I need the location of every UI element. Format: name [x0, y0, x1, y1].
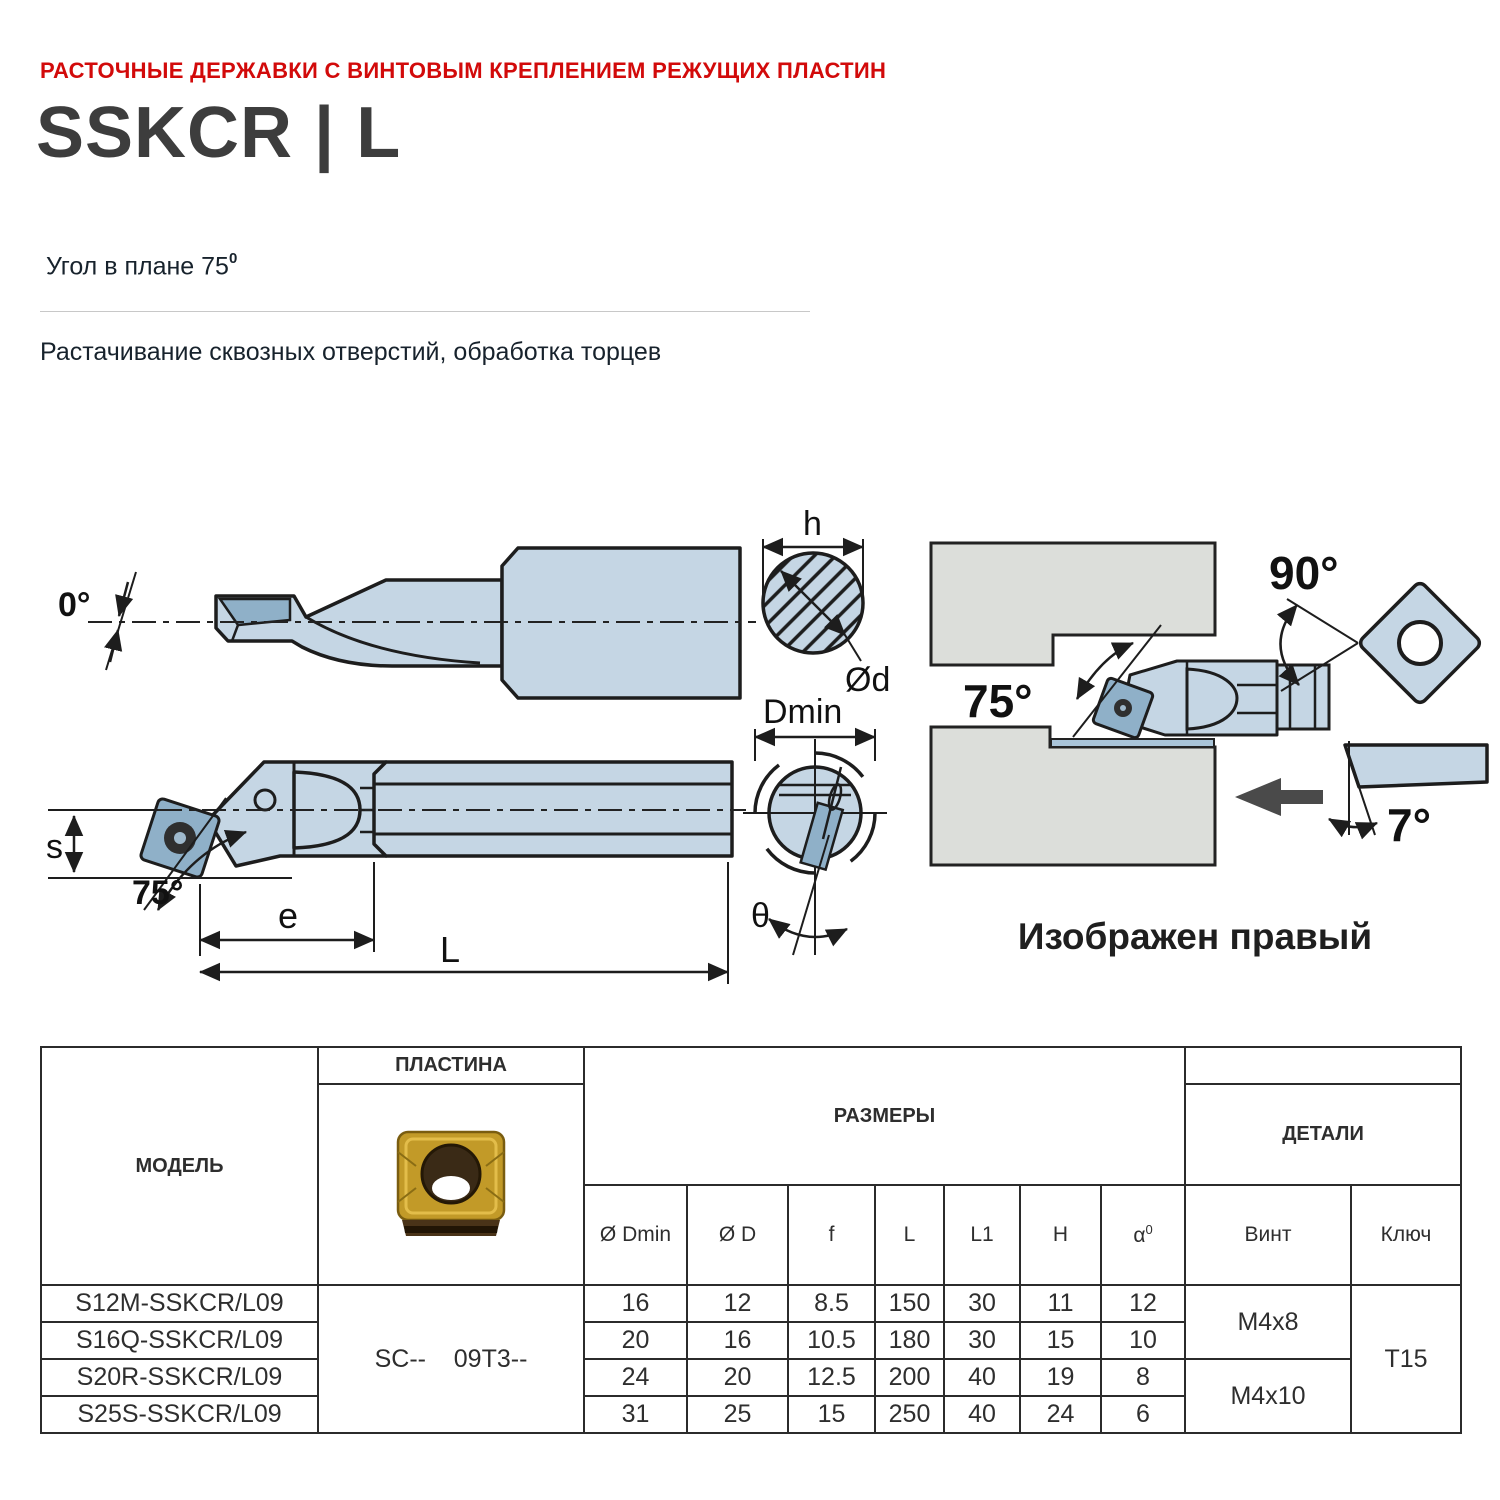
workpiece-upper [931, 543, 1215, 665]
plate-photo-cell [318, 1084, 584, 1285]
plan-angle-right-label: 75° [963, 675, 1033, 727]
divider [40, 311, 810, 312]
back-angle-label: 0° [58, 586, 91, 624]
cell-dmin: 24 [584, 1359, 687, 1396]
corner-angle-label: 90° [1269, 547, 1339, 599]
cell-h: 19 [1020, 1359, 1101, 1396]
cell-l1: 30 [944, 1285, 1020, 1322]
s-dimension-label: s [46, 828, 63, 866]
column-header-alpha: $\alpha^0$ [1101, 1185, 1185, 1285]
plan-angle-superscript: 0 [228, 250, 238, 267]
application-description: Растачивание сквозных отверстий, обработка торцев [40, 338, 662, 366]
model-name: S20R-SSKCR/L09 [41, 1359, 318, 1396]
cell-l1: 40 [944, 1396, 1020, 1433]
cell-dmin: 16 [584, 1285, 687, 1322]
column-header-screw: Винт [1185, 1185, 1351, 1285]
column-header-l: L [875, 1185, 944, 1285]
column-header-model: МОДЕЛЬ [41, 1047, 318, 1285]
column-header-l1: L1 [944, 1185, 1020, 1285]
model-name: S16Q-SSKCR/L09 [41, 1322, 318, 1359]
model-name: S12M-SSKCR/L09 [41, 1285, 318, 1322]
plan-angle-label: 75° [132, 874, 184, 912]
application-drawing [925, 535, 1495, 915]
insert-edge-view [1345, 745, 1487, 787]
screw-size: M4x10 [1185, 1359, 1351, 1433]
cell-l1: 40 [944, 1359, 1020, 1396]
cell-l: 150 [875, 1285, 944, 1322]
model-name: S25S-SSKCR/L09 [41, 1396, 318, 1433]
column-header-h: H [1020, 1185, 1101, 1285]
cell-f: 15 [788, 1396, 875, 1433]
plan-angle-text: Угол в плане 75 [46, 252, 229, 281]
key-size: T15 [1351, 1285, 1461, 1433]
cell-f: 8.5 [788, 1285, 875, 1322]
clearance-angle-label: 7° [1387, 799, 1431, 851]
cell-alpha: 8 [1101, 1359, 1185, 1396]
holder-drawing [40, 520, 770, 990]
cell-alpha: 12 [1101, 1285, 1185, 1322]
category-heading: РАСТОЧНЫЕ ДЕРЖАВКИ С ВИНТОВЫМ КРЕПЛЕНИЕМ РЕЖУЩИХ ПЛАСТИН [40, 58, 887, 83]
cell-f: 12.5 [788, 1359, 875, 1396]
plate-code: SC-- 09T3-- [318, 1285, 584, 1433]
feed-direction-arrow-icon [1235, 778, 1323, 816]
holder-side-view [46, 762, 746, 984]
h-dimension-label: h [803, 505, 822, 543]
column-header-key: Ключ [1351, 1185, 1461, 1285]
dmin-label: Dmin [763, 693, 843, 731]
machined-surface [1051, 739, 1214, 747]
clamp-screw-icon [255, 790, 275, 810]
screw-size: M4x8 [1185, 1285, 1351, 1359]
cell-d: 12 [687, 1285, 788, 1322]
cell-l1: 30 [944, 1322, 1020, 1359]
cell-d: 16 [687, 1322, 788, 1359]
plan-angle-subtitle [46, 252, 237, 281]
column-group-sizes: РАЗМЕРЫ [584, 1047, 1185, 1185]
cell-h: 24 [1020, 1396, 1101, 1433]
column-group-details: ДЕТАЛИ [1185, 1084, 1461, 1185]
cell-l: 180 [875, 1322, 944, 1359]
column-header-f: f [788, 1185, 875, 1285]
table-row [41, 1285, 1461, 1322]
cell-f: 10.5 [788, 1322, 875, 1359]
cell-d: 20 [687, 1359, 788, 1396]
column-header-dmin: Ø Dmin [584, 1185, 687, 1285]
column-header-plate: ПЛАСТИНА [318, 1047, 584, 1084]
min-bore-section [743, 693, 887, 955]
cell-dmin: 31 [584, 1396, 687, 1433]
page-title: SSKCR | L [36, 93, 402, 173]
round-section [763, 505, 890, 699]
cell-alpha: 6 [1101, 1396, 1185, 1433]
column-header-d: Ø D [687, 1185, 788, 1285]
holder-top-view [58, 548, 756, 698]
header-spacer-cell [1185, 1047, 1461, 1084]
cell-h: 11 [1020, 1285, 1101, 1322]
insert-photo [386, 1126, 516, 1238]
d-diameter-label: Ød [845, 661, 891, 699]
L-dimension-label: L [440, 929, 461, 970]
figure-caption: Изображен правый [1017, 916, 1373, 957]
theta-angle-label: θ [751, 897, 770, 935]
cell-alpha: 10 [1101, 1322, 1185, 1359]
e-dimension-label: e [278, 895, 299, 936]
specification-table [40, 1046, 1462, 1434]
cell-d: 25 [687, 1396, 788, 1433]
cell-l: 250 [875, 1396, 944, 1433]
tool-in-cut [1092, 661, 1329, 739]
cell-l: 200 [875, 1359, 944, 1396]
cell-dmin: 20 [584, 1322, 687, 1359]
cell-h: 15 [1020, 1322, 1101, 1359]
table-row [41, 1359, 1461, 1396]
